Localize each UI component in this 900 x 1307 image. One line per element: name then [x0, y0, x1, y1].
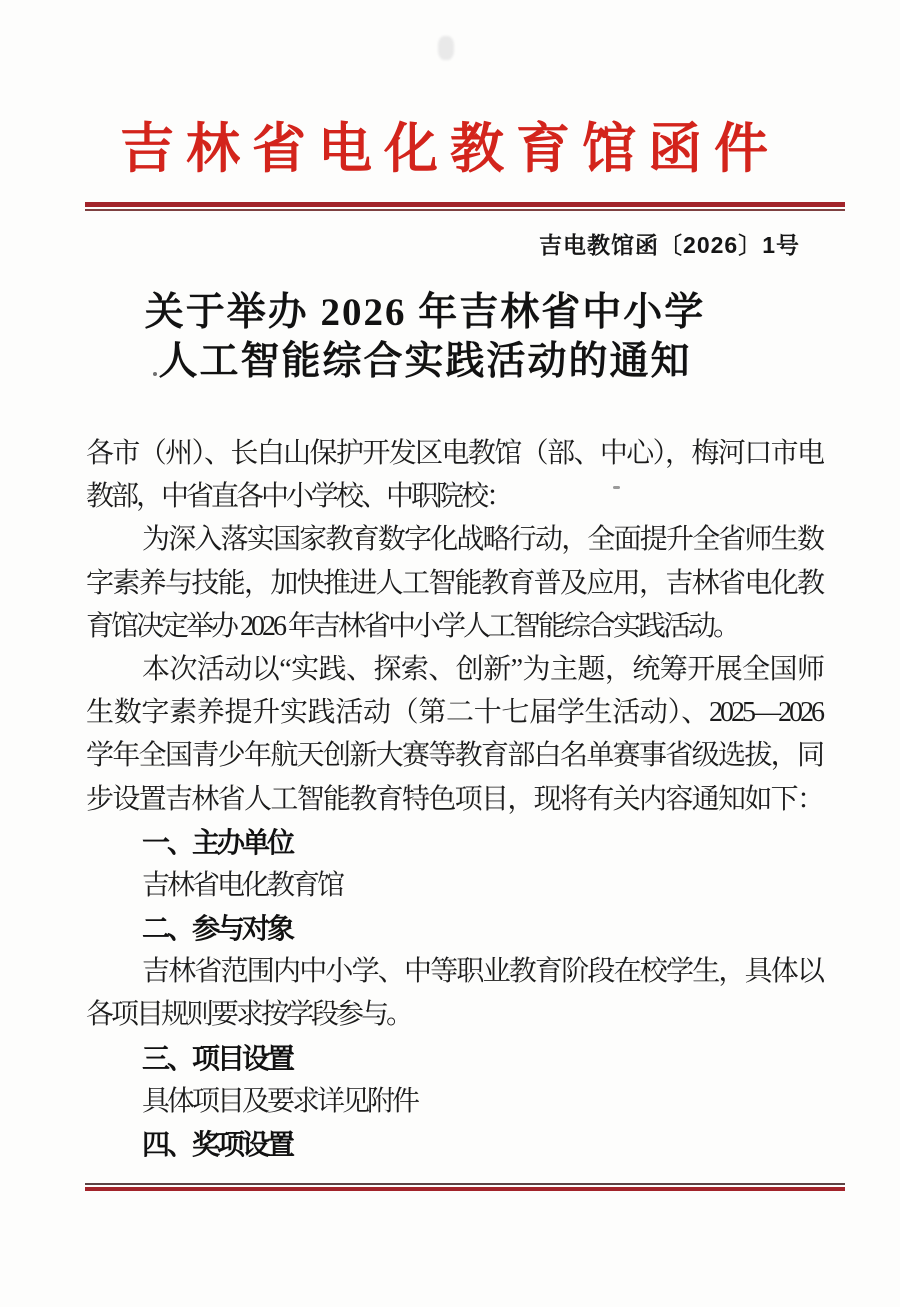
letterhead-divider [85, 202, 845, 211]
body-line: 步设置吉林省人工智能教育特色项目，现将有关内容通知如下： [86, 783, 822, 815]
section-heading-3: 三、项目设置 [142, 1042, 293, 1074]
body-line: 具体项目及要求详见附件 [142, 1085, 418, 1117]
scan-artifact-dot [153, 372, 157, 376]
body-line: 生数字素养提升实践活动（第二十七届学生活动）、2025—2026 [86, 697, 822, 729]
body-line: 字素养与技能，加快推进人工智能教育普及应用，吉林省电化教 [86, 567, 822, 599]
section-heading-1: 一、主办单位 [142, 826, 293, 858]
body-line: 育馆决定举办 2026 年吉林省中小学人工智能综合实践活动。 [86, 610, 739, 642]
document-number: 吉电教馆函〔2026〕1号 [539, 232, 800, 258]
body-line: 本次活动以“实践、探索、创新”为主题，统筹开展全国师 [142, 653, 822, 685]
notice-title-line-2: 人工智能综合实践活动的通知 [158, 340, 692, 383]
notice-title-line-1: 关于举办 2026 年吉林省中小学 [144, 291, 706, 334]
body-line: 吉林省范围内中小学、中等职业教育阶段在校学生，具体以 [142, 956, 822, 988]
document-body [86, 432, 822, 1166]
notice-title [0, 288, 850, 386]
divider-thin-rule [85, 209, 845, 211]
body-line: 为深入落实国家教育数字化战略行动，全面提升全省师生数 [142, 524, 822, 556]
body-line: 各市（州）、长白山保护开发区电教馆（部、中心），梅河口市电 [86, 438, 822, 469]
divider-thick-rule [85, 1187, 845, 1191]
body-line: 学年全国青少年航天创新大赛等教育部白名单赛事省级选拔，同 [86, 740, 822, 772]
letterhead-title: 吉林省电化教育馆函件 [120, 119, 780, 179]
body-line: 各项目规则要求按学段参与。 [86, 999, 412, 1031]
body-line: 吉林省电化教育馆 [142, 869, 343, 901]
footer-divider [85, 1183, 845, 1191]
body-line: 教部，中省直各中小学校、中职院校： [86, 481, 512, 513]
section-heading-2: 二、参与对象 [142, 913, 293, 945]
section-heading-4: 四、奖项设置 [142, 1129, 293, 1160]
scan-artifact-smudge [438, 36, 454, 60]
scan-artifact-dash [613, 486, 620, 489]
